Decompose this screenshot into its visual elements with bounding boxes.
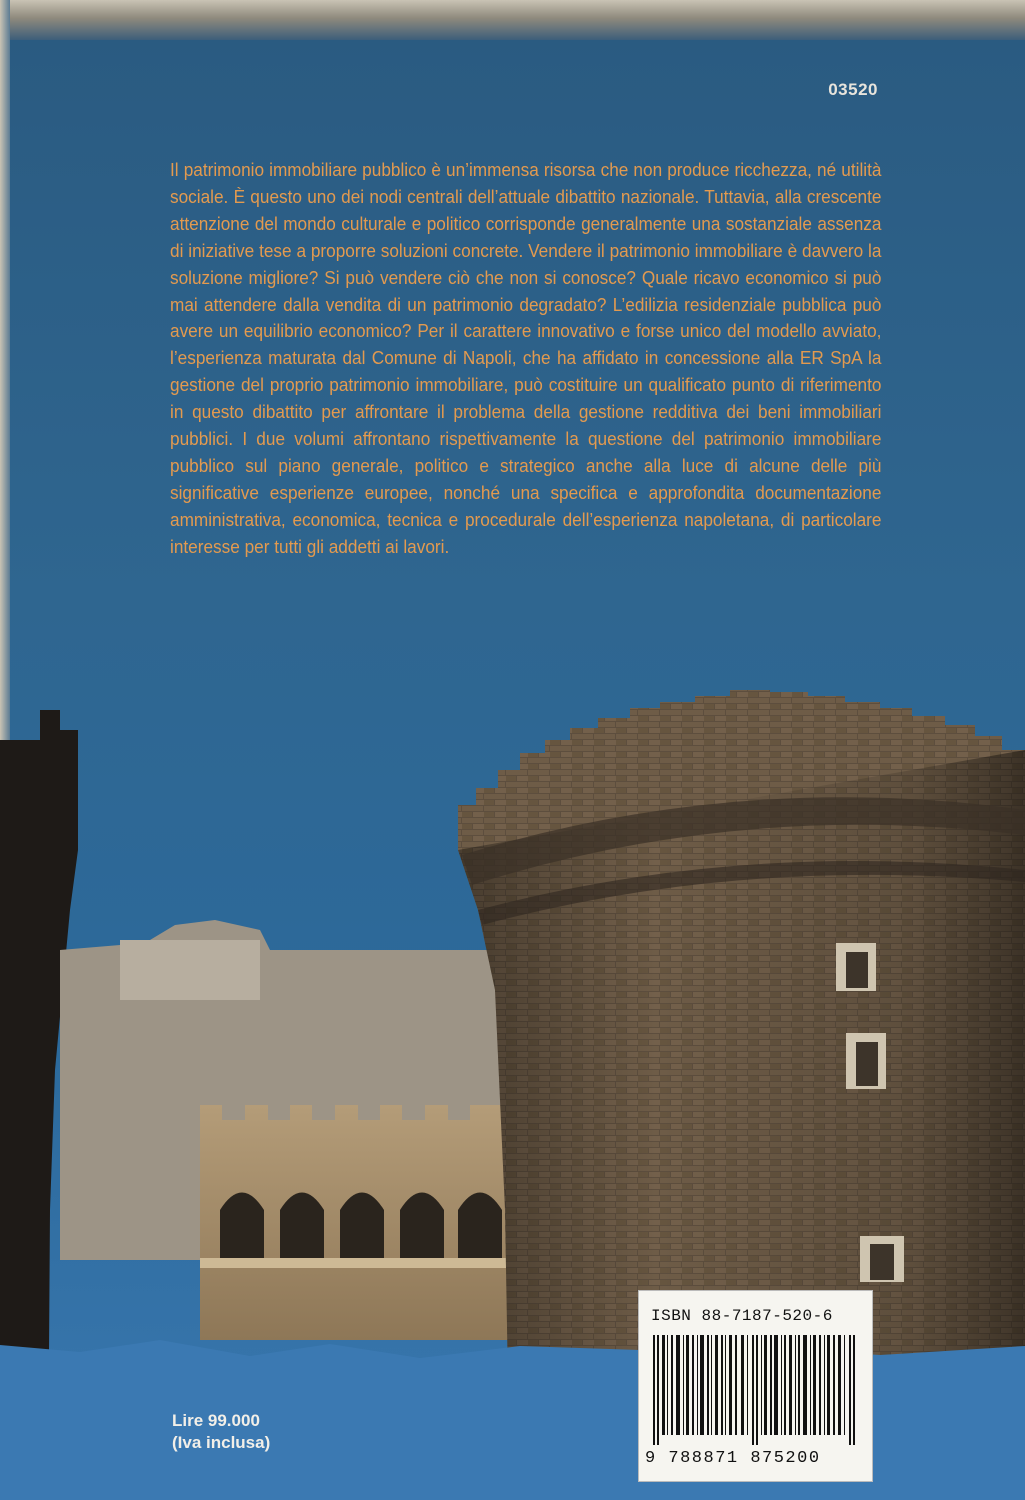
worn-edge-top (0, 0, 1025, 40)
blurb-text: Il patrimonio immobiliare pubblico è un’immensa risorsa che non produce ricchezza, né utilità sociale. È questo uno dei nodi centrali dell’attuale dibattito nazionale. Tuttavia, alla crescente attenzione del mondo culturale e politico corrisponde generalmente una sostanziale assenza di iniziative tese a proporre soluzioni concrete. Vendere il patrimonio immobiliare è davvero la soluzione migliore? Si può vendere ciò che non si conosce? Quale ricavo economico si può mai attendere dalla vendita di un patrimonio degradato? L’edilizia residenziale pubblica può avere un equilibrio economico? Per il carattere innovativo e forse unico del modello avviato, l’esperienza maturata dal Comune di Napoli, che ha affidato in concessione alla ER SpA la gestione del proprio patrimonio immobiliare, può costituire un qualificato punto di riferimento in questo dibattito per affrontare il problema della gestione redditiva dei beni immobiliari pubblici. I due volumi affrontano rispettivamente la questione del patrimonio immobiliare pubblico sul piano generale, politico e strategico anche alla luce di alcune delle più significative esperienze europee, nonché una specifica e approfondita documentazione amministrativa, economica, tecnica e procedurale dell’esperienza napoletana, di particolare interesse per tutti gli addetti ai lavori. (170, 159, 882, 557)
barcode-digits: 9 788871 875200 (645, 1449, 821, 1468)
isbn-text: ISBN 88-7187-520-6 (651, 1307, 833, 1325)
torn-blue-strip (0, 1340, 640, 1500)
price-label (172, 1410, 270, 1454)
price-value: Lire 99.000 (172, 1411, 260, 1430)
barcode-box (638, 1290, 873, 1482)
barcode-icon (653, 1335, 858, 1445)
price-note: (Iva inclusa) (172, 1433, 271, 1452)
catalog-code: 03520 (828, 80, 878, 99)
